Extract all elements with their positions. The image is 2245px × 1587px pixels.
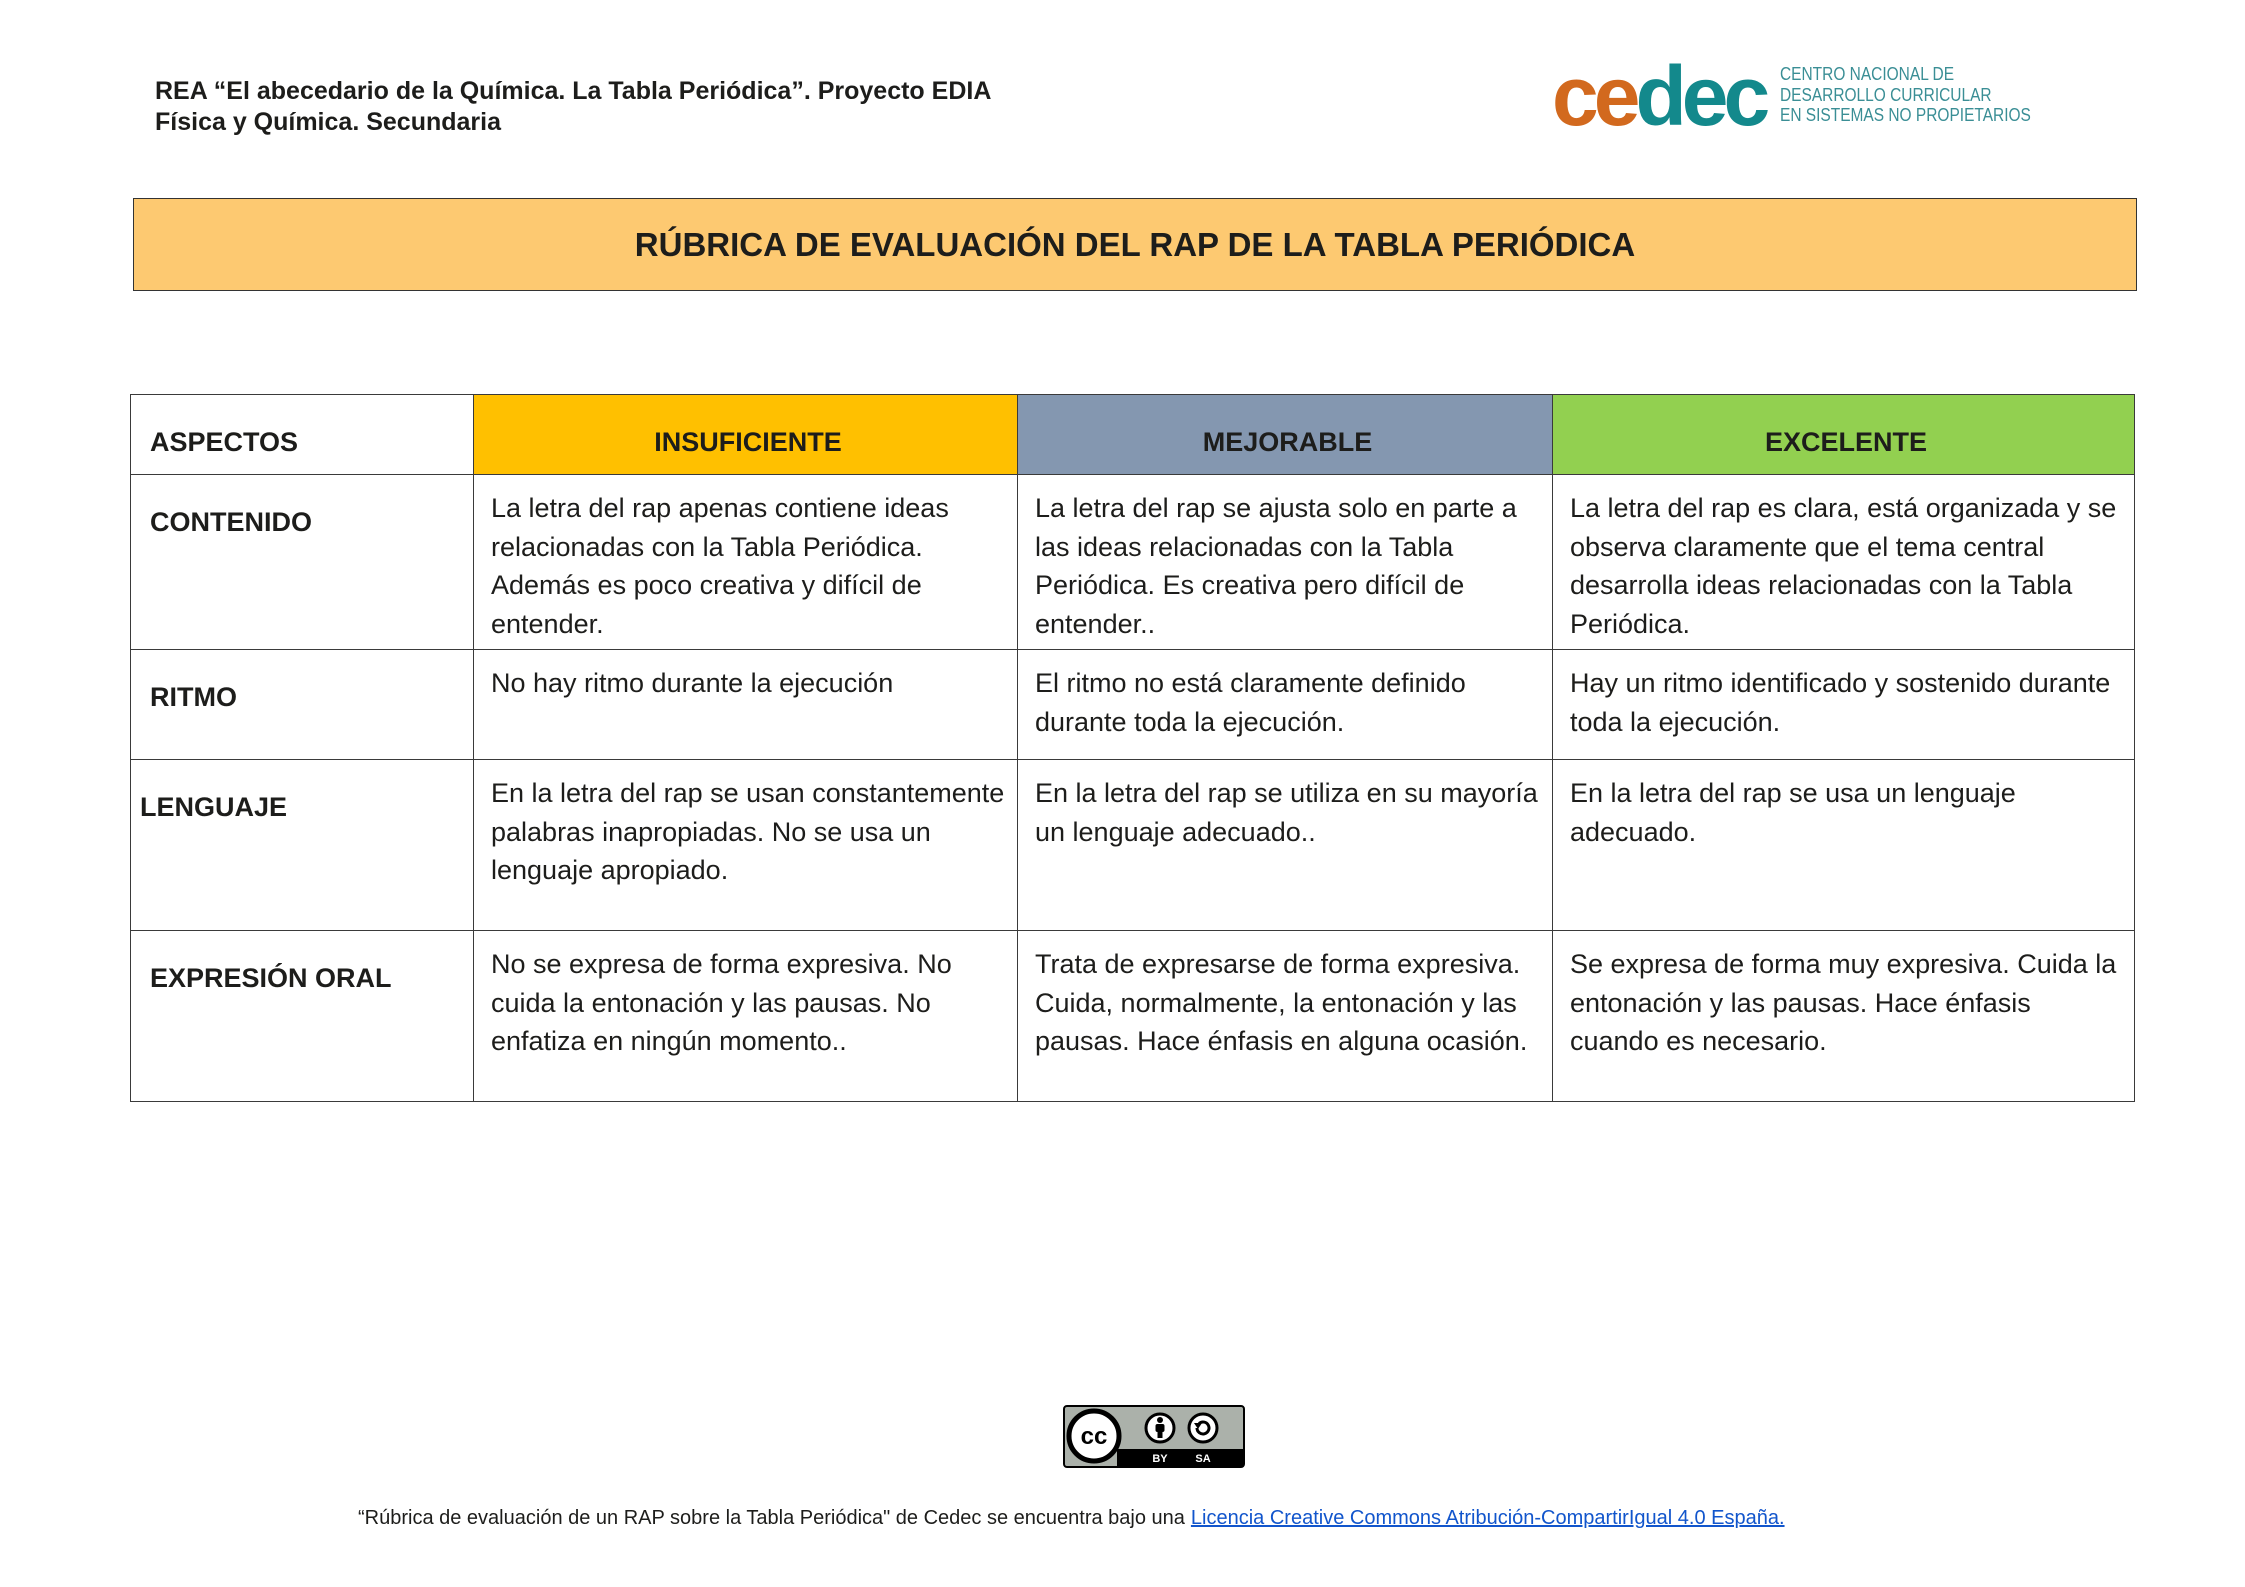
cell-mejorable: La letra del rap se ajusta solo en parte a las ideas relacionadas con la Tabla Periódica. Es creativa pero difícil de entender.. bbox=[1018, 475, 1553, 650]
tagline-line-2: DESARROLLO CURRICULAR bbox=[1780, 84, 1992, 105]
badge-label-strip bbox=[1117, 1449, 1243, 1466]
cell-excelente: Hay un ritmo identificado y sostenido durante toda la ejecución. bbox=[1553, 650, 2135, 760]
column-header-aspectos: ASPECTOS bbox=[131, 395, 474, 475]
row-aspect-ritmo: RITMO bbox=[131, 650, 474, 760]
svg-text:cc: cc bbox=[1080, 1423, 1108, 1450]
by-person-icon bbox=[1146, 1414, 1174, 1442]
sa-share-alike-icon bbox=[1189, 1414, 1217, 1442]
wordmark-part-ce: ce bbox=[1552, 49, 1636, 143]
column-header-excelente: EXCELENTE bbox=[1553, 395, 2135, 475]
license-notice bbox=[358, 1506, 1785, 1530]
cell-mejorable: En la letra del rap se utiliza en su mayoría un lenguaje adecuado.. bbox=[1018, 760, 1553, 931]
table-row bbox=[131, 760, 2135, 931]
cedec-logo-tagline bbox=[1780, 64, 2031, 126]
cell-mejorable: El ritmo no está claramente definido durante toda la ejecución. bbox=[1018, 650, 1553, 760]
header-subject: Física y Química. Secundaria bbox=[155, 108, 501, 136]
cell-excelente: Se expresa de forma muy expresiva. Cuida la entonación y las pausas. Hace énfasis cuando es necesario. bbox=[1553, 931, 2135, 1102]
license-text: “Rúbrica de evaluación de un RAP sobre la Tabla Periódica" de Cedec se encuentra bajo una bbox=[358, 1507, 1185, 1529]
rubric-title-banner bbox=[133, 198, 2137, 291]
cc-icon bbox=[1069, 1411, 1119, 1461]
cell-insuficiente: La letra del rap apenas contiene ideas relacionadas con la Tabla Periódica. Además es poco creativa y difícil de entender. bbox=[474, 475, 1018, 650]
row-aspect-contenido: CONTENIDO bbox=[131, 475, 474, 650]
column-header-mejorable: MEJORABLE bbox=[1018, 395, 1553, 475]
header-project-title: REA “El abecedario de la Química. La Tabla Periódica”. Proyecto EDIA bbox=[155, 77, 992, 105]
rubric-table bbox=[130, 394, 2135, 1102]
cell-insuficiente: En la letra del rap se usan constantemente palabras inapropiadas. No se usa un lenguaje apropiado. bbox=[474, 760, 1018, 931]
row-aspect-lenguaje: LENGUAJE bbox=[131, 760, 474, 931]
cedec-logo-wordmark bbox=[1552, 49, 1766, 143]
table-row bbox=[131, 931, 2135, 1102]
badge-sa-label: SA bbox=[1195, 1453, 1211, 1465]
license-link[interactable]: Licencia Creative Commons Atribución-CompartirIgual 4.0 España. bbox=[1190, 1507, 1785, 1529]
table-row bbox=[131, 650, 2135, 760]
row-aspect-expresion-oral: EXPRESIÓN ORAL bbox=[131, 931, 474, 1102]
table-header-row bbox=[131, 395, 2135, 475]
table-row bbox=[131, 475, 2135, 650]
cell-excelente: La letra del rap es clara, está organizada y se observa claramente que el tema central desarrolla ideas relacionadas con la Tabla Periódica. bbox=[1553, 475, 2135, 650]
tagline-line-3: EN SISTEMAS NO PROPIETARIOS bbox=[1780, 105, 2031, 125]
cc-by-sa-badge-icon[interactable] bbox=[1063, 1405, 1245, 1468]
column-header-insuficiente: INSUFICIENTE bbox=[474, 395, 1018, 475]
cell-insuficiente: No hay ritmo durante la ejecución bbox=[474, 650, 1018, 760]
rubric-title: RÚBRICA DE EVALUACIÓN DEL RAP DE LA TABLA PERIÓDICA bbox=[634, 225, 1636, 263]
tagline-line-1: CENTRO NACIONAL DE bbox=[1780, 64, 1955, 84]
badge-by-label: BY bbox=[1152, 1453, 1168, 1465]
wordmark-part-dec: dec bbox=[1635, 49, 1766, 143]
cell-excelente: En la letra del rap se usa un lenguaje adecuado. bbox=[1553, 760, 2135, 931]
cell-insuficiente: No se expresa de forma expresiva. No cuida la entonación y las pausas. No enfatiza en ningún momento.. bbox=[474, 931, 1018, 1102]
cell-mejorable: Trata de expresarse de forma expresiva. Cuida, normalmente, la entonación y las pausas. Hace énfasis en alguna ocasión. bbox=[1018, 931, 1553, 1102]
